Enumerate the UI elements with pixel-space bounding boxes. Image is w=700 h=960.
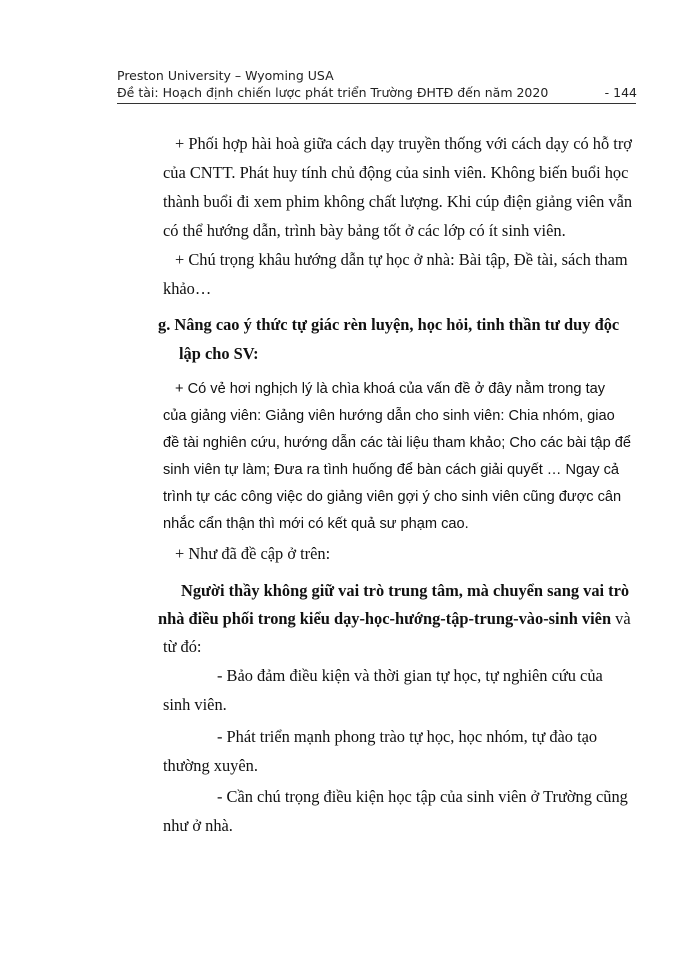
text-line [163,429,631,458]
text-line [163,510,469,539]
text-line [163,751,258,780]
text-line-content: của CNTT. Phát huy tính chủ động của sinh viên. Không biến buổi học [163,163,629,182]
text-line-content: - Cần chú trọng điều kiện học tập của sinh viên ở Trường cũng [217,787,628,806]
text-line-content: + Như đã đề cập ở trên: [175,544,331,563]
header-topic: Đề tài: Hoạch định chiến lược phát triển Trường ĐHTĐ đến năm 2020 [117,85,549,100]
text-line [163,811,233,840]
text-line-suffix: và [611,609,631,628]
text-line [217,661,603,690]
text-line [163,402,615,431]
text-line-content: Người thầy không giữ vai trò trung tâm, mà chuyển sang vai trò [181,581,630,600]
text-line [217,722,597,751]
text-line [179,339,259,368]
text-line [163,690,227,719]
text-line-content: có thể hướng dẫn, trình bày bảng tốt ở các lớp có ít sinh viên. [163,221,566,240]
text-line [175,375,605,404]
text-line-content: như ở nhà. [163,816,233,835]
header-topic-line [117,84,637,101]
text-line [175,245,628,274]
text-line [175,129,632,158]
text-line-content: nhắc cẩn thận thì mới có kết quả sư phạm cao. [163,516,469,532]
text-line [158,604,631,633]
text-line [217,782,628,811]
text-line [163,632,201,661]
page-number: - 144 [604,85,637,100]
header-university: Preston University – Wyoming USA [117,68,334,83]
text-line-content: từ đó: [163,637,202,656]
text-line-content: lập cho SV: [179,344,259,363]
text-line [163,187,632,216]
header-divider [117,103,636,104]
text-line-content: g. Nâng cao ý thức tự giác rèn luyện, học hỏi, tinh thần tư duy độc [158,315,620,334]
text-line [163,216,566,245]
text-line-content: + Phối hợp hài hoà giữa cách dạy truyền thống với cách dạy có hỗ trợ [175,134,632,153]
text-line [163,274,211,303]
text-line-content: trình tự các công việc do giảng viên gợi ý cho sinh viên cũng được cân [163,489,622,505]
text-line [163,158,628,187]
text-line [163,456,619,485]
text-line [181,576,629,605]
text-line-content: sinh viên. [163,695,227,714]
page-header [117,67,637,101]
text-line-content: sinh viên tự làm; Đưa ra tình huống để bàn cách giải quyết … Ngay cả [163,462,619,478]
text-line-content: của giảng viên: Giảng viên hướng dẫn cho sinh viên: Chia nhóm, giao [163,408,615,424]
text-line-content: - Phát triển mạnh phong trào tự học, học nhóm, tự đào tạo [217,727,598,746]
text-line-content: + Chú trọng khâu hướng dẫn tự học ở nhà: Bài tập, Đề tài, sách tham [175,250,628,269]
text-line-content: thành buổi đi xem phim không chất lượng. Khi cúp điện giảng viên vẫn [163,192,633,211]
text-line-content: nhà điều phối trong kiểu dạy-học-hướng-tập-trung-vào-sinh viên [158,609,612,628]
text-line [158,310,619,339]
text-line [163,483,621,512]
text-line-content: + Có vẻ hơi nghịch lý là chìa khoá của vấn đề ở đây nằm trong tay [175,381,606,397]
text-line-content: - Bảo đảm điều kiện và thời gian tự học, tự nghiên cứu của [217,666,603,685]
text-line-content: đề tài nghiên cứu, hướng dẫn các tài liệu tham khảo; Cho các bài tập để [163,435,632,451]
text-line-content: khảo… [163,279,212,298]
text-line [175,539,330,568]
text-line-content: thường xuyên. [163,756,258,775]
